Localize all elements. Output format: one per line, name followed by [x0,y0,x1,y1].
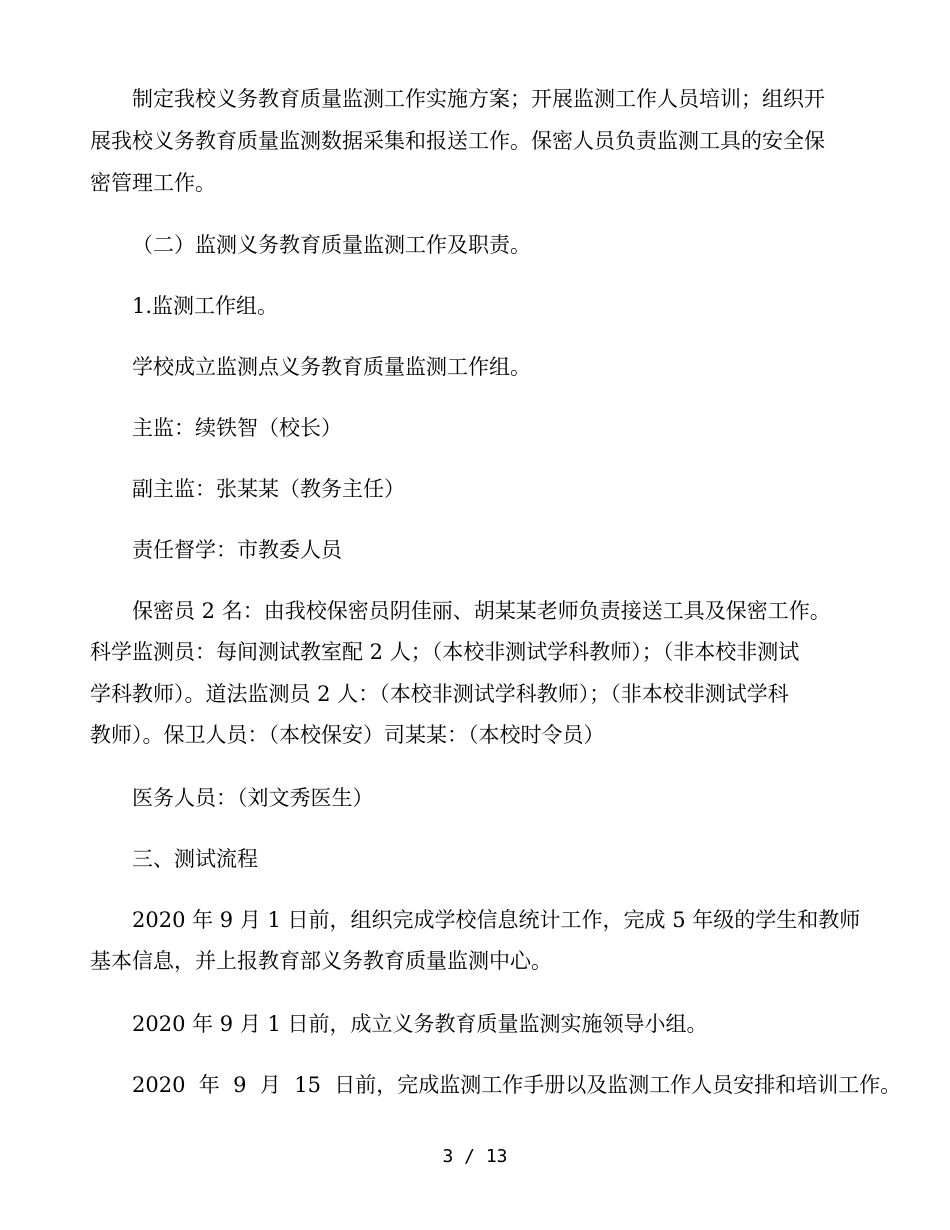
section-heading: （二）监测义务教育质量监测工作及职责。 [132,233,531,257]
paragraph-line: 保密员 2 名：由我校保密员阴佳丽、胡某某老师负责接送工具及保密工作。 [132,599,831,623]
paragraph-line: 教师）。保卫人员：（本校保安）司某某：（本校时令员） [90,723,605,747]
paragraph-line: 学科教师）。道法监测员 2 人：（本校非测试学科教师）；（非本校非测试学科 [90,682,789,706]
page-number: 3 / 13 [442,1146,508,1167]
subsection-heading: 1.监测工作组。 [132,294,279,318]
staff-line: 责任督学：市教委人员 [132,538,342,562]
paragraph-line: 密管理工作。 [90,171,216,195]
paragraph: 学校成立监测点义务教育质量监测工作组。 [132,355,531,379]
paragraph-line: 展我校义务教育质量监测数据采集和报送工作。保密人员负责监测工具的安全保 [90,129,825,153]
paragraph: 2020 年 9 月 15 日前，完成监测工作手册以及监测工作人员安排和培训工作。 [132,1073,902,1097]
staff-line: 主监：续铁智（校长） [132,416,342,440]
staff-line: 副主监：张某某（教务主任） [132,477,405,501]
paragraph-line: 基本信息，并上报教育部义务教育质量监测中心。 [90,949,552,973]
paragraph-line: 科学监测员：每间测试教室配 2 人；（本校非测试学科教师）；（非本校非测试 [90,640,800,664]
paragraph: 2020 年 9 月 1 日前，成立义务教育质量监测实施领导小组。 [132,1012,708,1036]
section-heading: 三、测试流程 [132,847,258,871]
staff-line: 医务人员：（刘文秀医生） [132,786,374,810]
paragraph-line: 2020 年 9 月 1 日前，组织完成学校信息统计工作，完成 5 年级的学生和教师 [132,908,861,932]
paragraph-line: 制定我校义务教育质量监测工作实施方案；开展监测工作人员培训；组织开 [132,87,825,111]
